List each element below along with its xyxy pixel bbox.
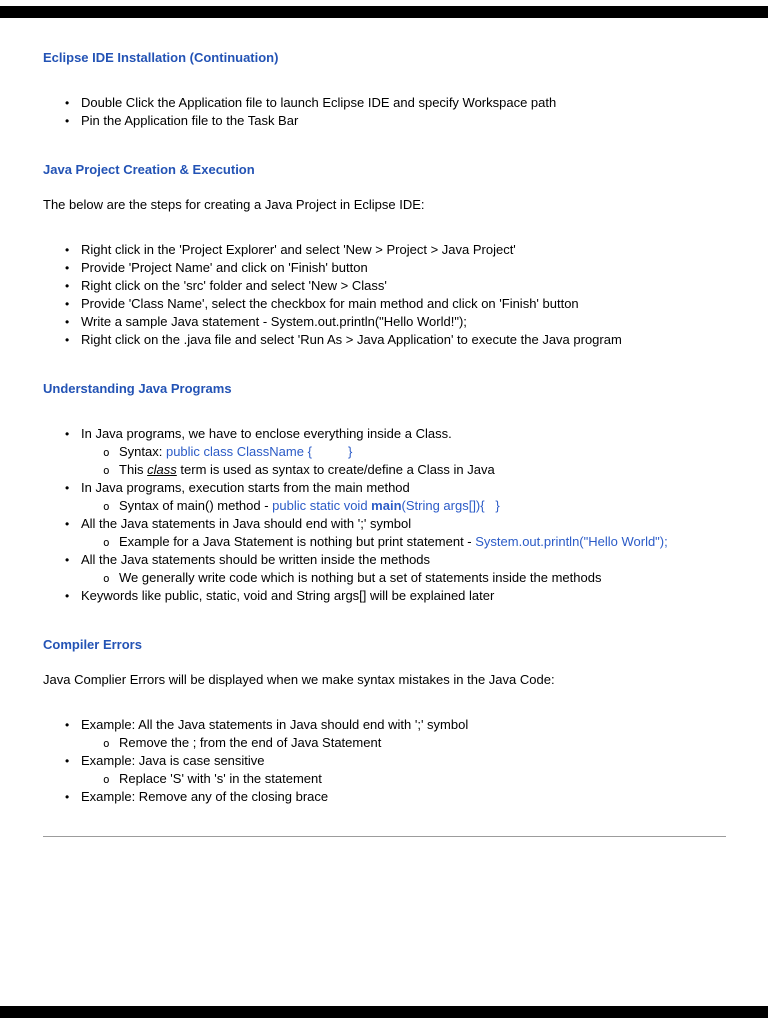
list-item-text bbox=[81, 551, 726, 568]
list-item bbox=[43, 443, 726, 461]
list-item-text bbox=[81, 94, 726, 111]
text-segment: Pin the Application file to the Task Bar bbox=[81, 113, 299, 128]
viewer-top-bar bbox=[0, 6, 768, 18]
list-item-text bbox=[81, 277, 726, 294]
list-item bbox=[43, 515, 726, 533]
text-segment: Replace 'S' with 's' in the statement bbox=[119, 771, 322, 786]
hollow-bullet-icon: o bbox=[103, 737, 110, 750]
bullet-icon: • bbox=[65, 553, 70, 567]
text-segment: term is used as syntax to create/define a Class in Java bbox=[176, 462, 495, 477]
list-item bbox=[43, 461, 726, 479]
text-segment: Java Complier Errors will be displayed when we make syntax mistakes in the Java Code: bbox=[43, 672, 555, 687]
list-item-text bbox=[81, 241, 726, 258]
text-segment: class bbox=[147, 462, 177, 477]
bullet-icon: • bbox=[65, 589, 70, 603]
viewer-bottom-bar bbox=[0, 1006, 768, 1018]
section-heading: Understanding Java Programs bbox=[43, 381, 232, 396]
list-item bbox=[43, 533, 726, 551]
text-segment: Right click on the 'src' folder and select 'New > Class' bbox=[81, 278, 387, 293]
text-segment: All the Java statements should be written inside the methods bbox=[81, 552, 431, 567]
bullet-list bbox=[43, 241, 726, 349]
bullet-icon: • bbox=[65, 315, 70, 329]
text-segment: Right click in the 'Project Explorer' and select 'New > Project > Java Project' bbox=[81, 242, 516, 257]
section-heading: Java Project Creation & Execution bbox=[43, 162, 255, 177]
bullet-icon: • bbox=[65, 481, 70, 495]
bullet-icon: • bbox=[65, 427, 70, 441]
list-item-text bbox=[81, 587, 726, 604]
list-item bbox=[43, 112, 726, 130]
list-item bbox=[43, 313, 726, 331]
list-item bbox=[43, 277, 726, 295]
list-item-text bbox=[119, 461, 726, 478]
text-segment: Provide 'Project Name' and click on 'Finish' button bbox=[81, 260, 368, 275]
list-item-text bbox=[119, 770, 726, 787]
bullet-icon: • bbox=[65, 261, 70, 275]
list-item bbox=[43, 94, 726, 112]
hollow-bullet-icon: o bbox=[103, 536, 110, 549]
list-item bbox=[43, 497, 726, 515]
bullet-icon: • bbox=[65, 114, 70, 128]
bullet-list bbox=[43, 425, 726, 605]
text-segment: main bbox=[371, 498, 402, 513]
text-segment: Syntax of main() method - bbox=[119, 498, 273, 513]
text-segment: Keywords like public, static, void and String args[] will be explained later bbox=[81, 588, 495, 603]
list-item bbox=[43, 788, 726, 806]
list-item bbox=[43, 551, 726, 569]
list-item-text bbox=[119, 734, 726, 751]
list-item bbox=[43, 479, 726, 497]
section-heading: Eclipse IDE Installation (Continuation) bbox=[43, 50, 279, 65]
text-segment: Right click on the .java file and select 'Run As > Java Application' to execute the Java program bbox=[81, 332, 622, 347]
list-item bbox=[43, 587, 726, 605]
section bbox=[43, 49, 726, 130]
bullet-icon: • bbox=[65, 718, 70, 732]
section-heading: Compiler Errors bbox=[43, 637, 142, 652]
document-content bbox=[43, 18, 726, 837]
text-segment: public static void bbox=[272, 498, 372, 513]
list-item-text bbox=[119, 533, 726, 550]
bullet-icon: • bbox=[65, 517, 70, 531]
paragraph bbox=[43, 671, 726, 688]
text-segment: Write a sample Java statement - System.out.println("Hello World!"); bbox=[81, 314, 467, 329]
list-item-text bbox=[81, 313, 726, 330]
list-item-text bbox=[119, 569, 726, 586]
text-segment: Syntax: bbox=[119, 444, 166, 459]
list-item bbox=[43, 770, 726, 788]
list-item-text bbox=[81, 752, 726, 769]
text-segment: Example: Java is case sensitive bbox=[81, 753, 265, 768]
text-segment: Example: Remove any of the closing brace bbox=[81, 789, 329, 804]
bullet-icon: • bbox=[65, 790, 70, 804]
hollow-bullet-icon: o bbox=[103, 446, 110, 459]
section bbox=[43, 380, 726, 605]
text-segment: The below are the steps for creating a Java Project in Eclipse IDE: bbox=[43, 197, 425, 212]
list-item bbox=[43, 425, 726, 443]
list-item-text bbox=[81, 479, 726, 496]
text-segment: Example for a Java Statement is nothing but print statement - bbox=[119, 534, 476, 549]
bullet-icon: • bbox=[65, 96, 70, 110]
bullet-icon: • bbox=[65, 754, 70, 768]
list-item-text bbox=[119, 497, 726, 514]
paragraph bbox=[43, 196, 726, 213]
list-item-text bbox=[81, 788, 726, 805]
bullet-list bbox=[43, 94, 726, 130]
text-segment: In Java programs, we have to enclose everything inside a Class. bbox=[81, 426, 452, 441]
list-item-text bbox=[81, 295, 726, 312]
text-segment: This bbox=[119, 462, 148, 477]
bullet-list bbox=[43, 716, 726, 806]
bullet-icon: • bbox=[65, 333, 70, 347]
list-item-text bbox=[81, 716, 726, 733]
text-segment: We generally write code which is nothing but a set of statements inside the methods bbox=[119, 570, 602, 585]
bullet-icon: • bbox=[65, 279, 70, 293]
list-item bbox=[43, 331, 726, 349]
bullet-icon: • bbox=[65, 297, 70, 311]
page-divider bbox=[43, 836, 726, 837]
list-item bbox=[43, 295, 726, 313]
list-item-text bbox=[81, 515, 726, 532]
bullet-icon: • bbox=[65, 243, 70, 257]
list-item bbox=[43, 752, 726, 770]
text-segment: System.out.println("Hello World"); bbox=[475, 534, 668, 549]
text-segment: Double Click the Application file to launch Eclipse IDE and specify Workspace path bbox=[81, 95, 557, 110]
text-segment: Provide 'Class Name', select the checkbox for main method and click on 'Finish' button bbox=[81, 296, 579, 311]
hollow-bullet-icon: o bbox=[103, 464, 110, 477]
list-item bbox=[43, 241, 726, 259]
hollow-bullet-icon: o bbox=[103, 773, 110, 786]
list-item bbox=[43, 716, 726, 734]
section bbox=[43, 161, 726, 349]
section bbox=[43, 636, 726, 806]
list-item bbox=[43, 259, 726, 277]
list-item-text bbox=[119, 443, 726, 460]
list-item bbox=[43, 734, 726, 752]
list-item bbox=[43, 569, 726, 587]
text-segment: Example: All the Java statements in Java should end with ';' symbol bbox=[81, 717, 469, 732]
text-segment: Remove the ; from the end of Java Statement bbox=[119, 735, 382, 750]
hollow-bullet-icon: o bbox=[103, 500, 110, 513]
text-segment: All the Java statements in Java should end with ';' symbol bbox=[81, 516, 412, 531]
hollow-bullet-icon: o bbox=[103, 572, 110, 585]
list-item-text bbox=[81, 112, 726, 129]
text-segment: In Java programs, execution starts from the main method bbox=[81, 480, 410, 495]
text-segment: (String args[]){ } bbox=[401, 498, 500, 513]
list-item-text bbox=[81, 259, 726, 276]
sections-root bbox=[43, 49, 726, 806]
list-item-text bbox=[81, 331, 726, 348]
text-segment: public class ClassName { } bbox=[165, 444, 353, 459]
list-item-text bbox=[81, 425, 726, 442]
